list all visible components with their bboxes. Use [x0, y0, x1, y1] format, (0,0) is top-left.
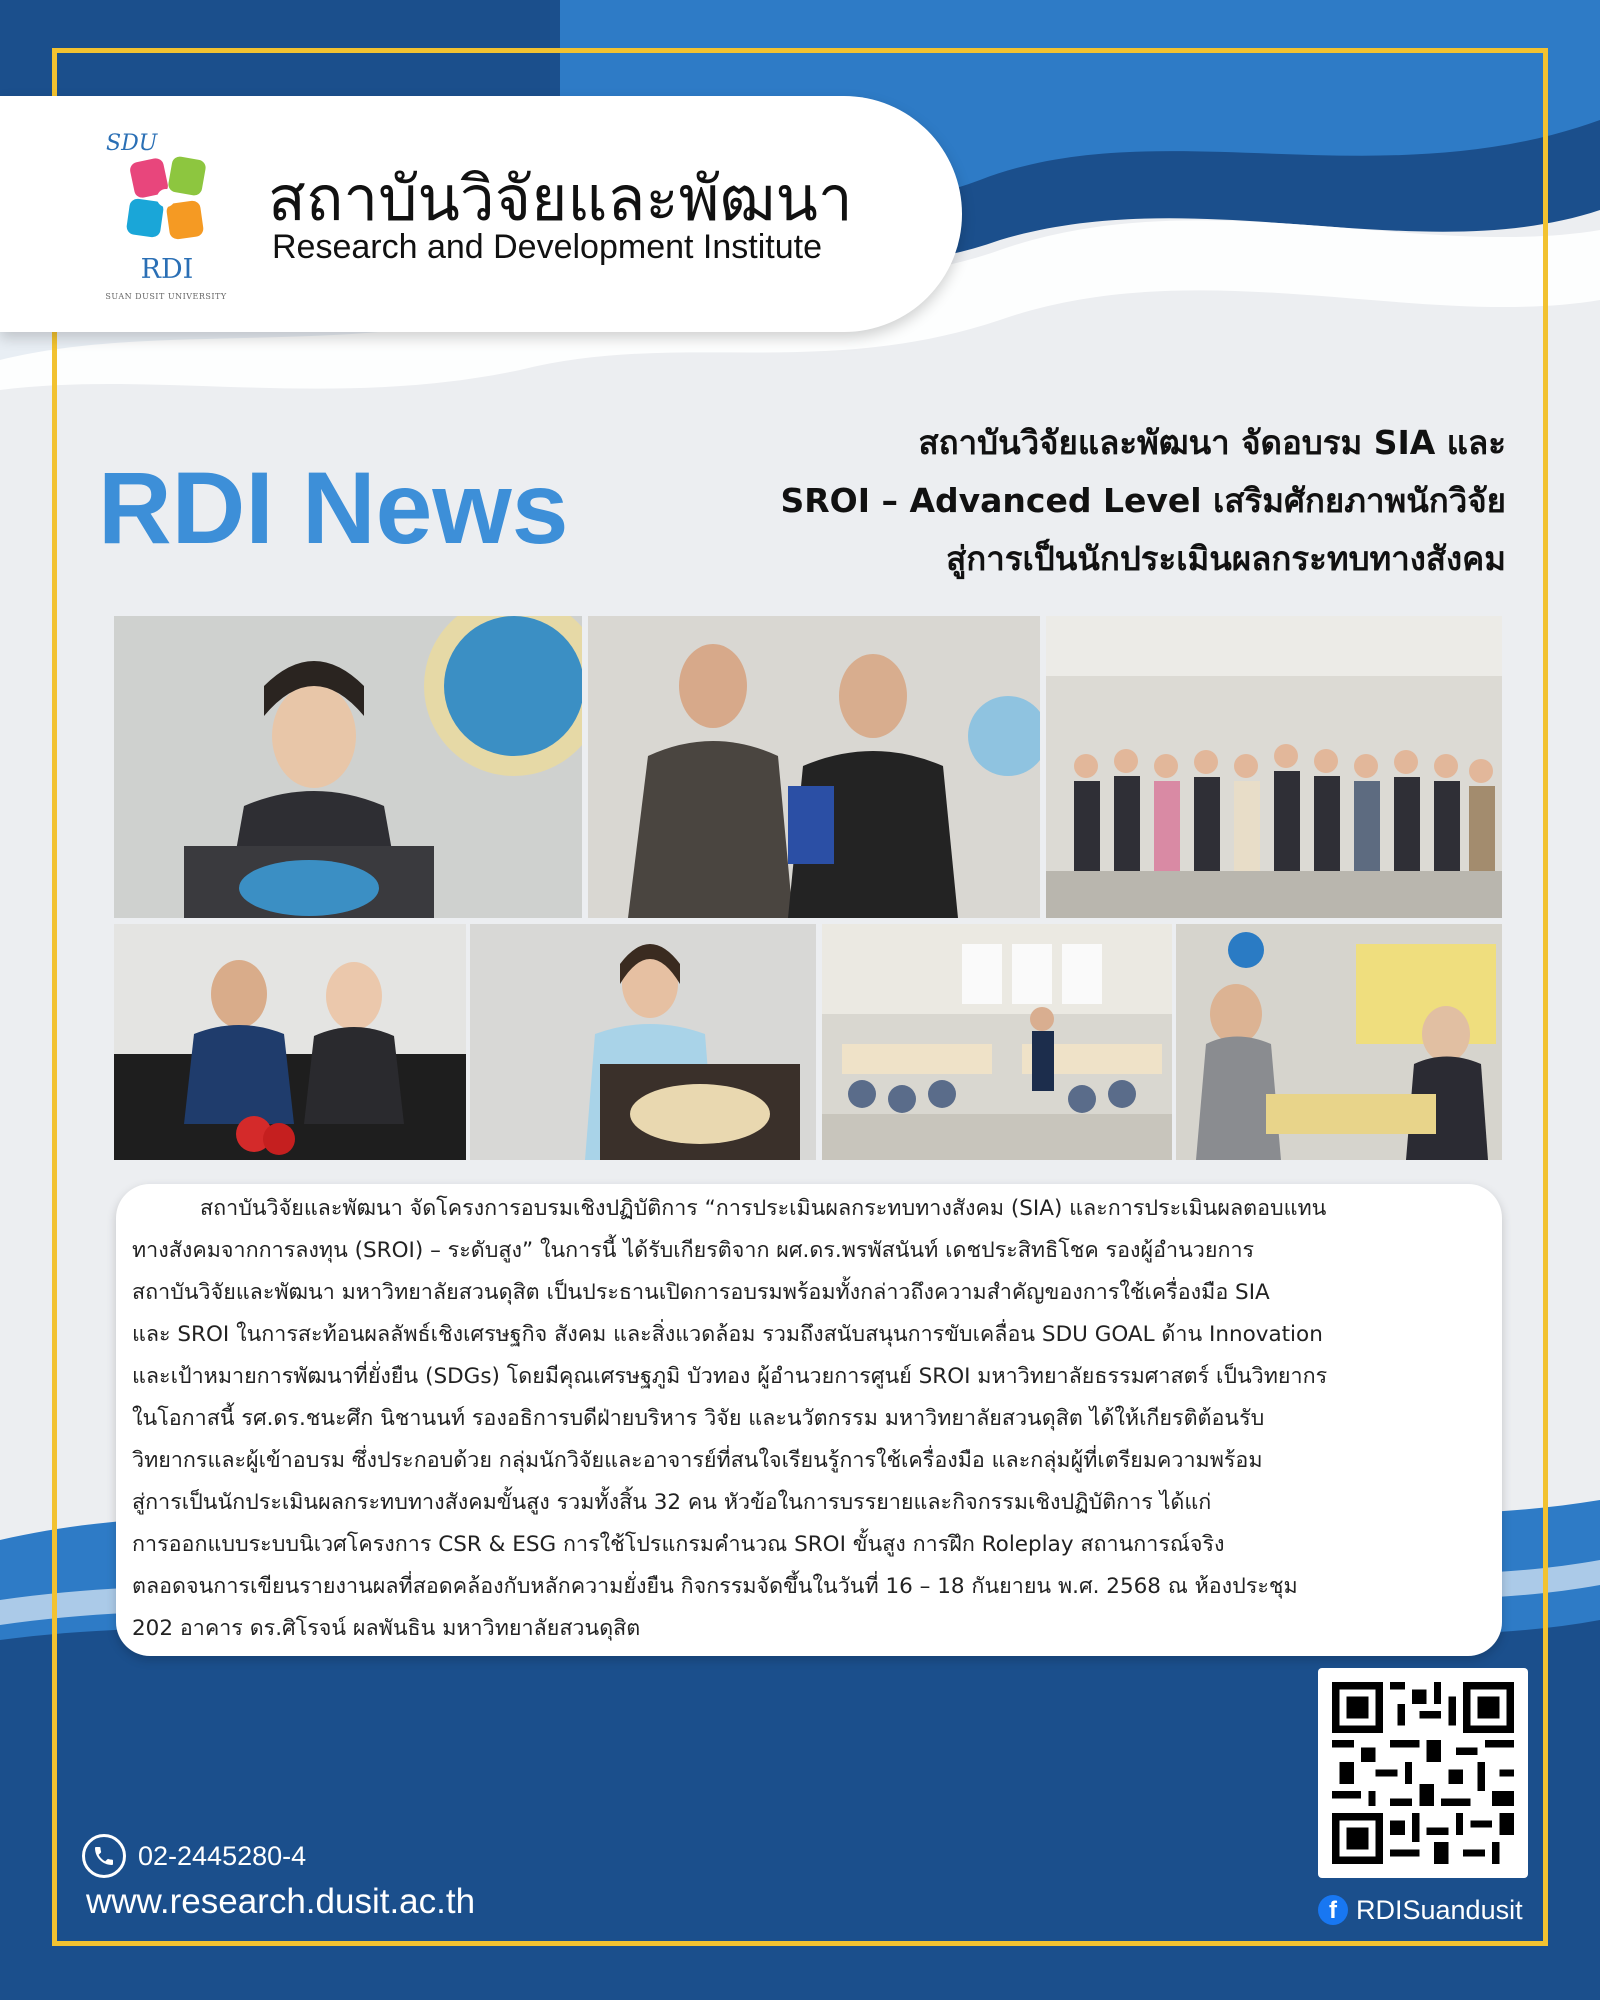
phone-number: 02-2445280-4	[138, 1840, 307, 1871]
headline-line: สู่การเป็นนักประเมินผลกระทบทางสังคม	[946, 539, 1506, 578]
facebook-link[interactable]	[1318, 1892, 1523, 1928]
body-line: วิทยากรและผู้เข้าอบรม ซึ่งประกอบด้วย กลุ่มนักวิจัยและอาจารย์ที่สนใจเรียนรู้การใช้เครื่องมือ และกลุ่มผู้ที่เตรียมความพร้อม	[132, 1448, 1263, 1473]
body-line: และเป้าหมายการพัฒนาที่ยั่งยืน (SDGs) โดยมีคุณเศรษฐภูมิ บัวทอง ผู้อำนวยการศูนย์ SROI มหาวิทยาลัยธรรมศาสตร์ เป็นวิทยากร	[132, 1364, 1328, 1389]
photo-two-people-seated	[114, 924, 466, 1160]
headline-line: SROI – Advanced Level เสริมศักยภาพนักวิจัย	[780, 481, 1506, 520]
photo-workshop-room	[822, 924, 1172, 1160]
body-line: ตลอดจนการเขียนรายงานผลที่สอดคล้องกับหลักความยั่งยืน กิจกรรมจัดขึ้นในวันที่ 16 – 18 กันยายน พ.ศ. 2568 ณ ห้องประชุม	[132, 1574, 1298, 1599]
article-body	[132, 1188, 1486, 1650]
qr-code-icon	[1332, 1682, 1514, 1864]
photo-book-presentation	[588, 616, 1040, 918]
logo-rdi-text: RDI	[140, 254, 194, 285]
institute-name-en: Research and Development Institute	[272, 228, 822, 266]
phone-icon	[82, 1834, 126, 1878]
photo-roleplay-activity	[1176, 924, 1502, 1160]
phone-contact[interactable]	[82, 1834, 306, 1878]
headline-line: สถาบันวิจัยและพัฒนา จัดอบรม SIA และ	[918, 423, 1506, 462]
section-title: RDI News	[98, 451, 569, 565]
facebook-name: RDISuandusit	[1356, 1894, 1523, 1925]
institute-name-th: สถาบันวิจัยและพัฒนา	[268, 162, 853, 235]
logo-university-text: SUAN DUSIT UNIVERSITY	[105, 292, 227, 301]
svg-text:SDU: SDU	[106, 131, 158, 156]
qr-code[interactable]	[1318, 1668, 1528, 1878]
body-line: สถาบันวิจัยและพัฒนา มหาวิทยาลัยสวนดุสิต เป็นประธานเปิดการอบรมพร้อมทั้งกล่าวถึงความสำคัญของการใช้เครื่องมือ SIA	[132, 1280, 1270, 1305]
website-link[interactable]: www.research.dusit.ac.th	[86, 1882, 476, 1921]
body-line: การออกแบบระบบนิเวศโครงการ CSR & ESG การใช้โปรแกรมคำนวณ SROI ขั้นสูง การฝึก Roleplay สถานการณ์จริง	[132, 1532, 1225, 1557]
body-line: สู่การเป็นนักประเมินผลกระทบทางสังคมขั้นสูง รวมทั้งสิ้น 32 คน หัวข้อในการบรรยายและกิจกรรมเชิงปฏิบัติการ ได้แก่	[132, 1490, 1212, 1515]
photo-speaker-at-podium	[470, 924, 816, 1160]
body-line: และ SROI ในการสะท้อนผลลัพธ์เชิงเศรษฐกิจ สังคม และสิ่งแวดล้อม รวมถึงสนับสนุนการขับเคลื่อน SDU GOAL ด้าน Innovation	[132, 1322, 1323, 1347]
body-line: ทางสังคมจากการลงทุน (SROI) – ระดับสูง” ในการนี้ ได้รับเกียรติจาก ผศ.ดร.พรพัสนันท์ เดชประสิทธิโชค รองผู้อำนวยการ	[132, 1238, 1255, 1263]
body-line: ในโอกาสนี้ รศ.ดร.ชนะศึก นิชานนท์ รองอธิการบดีฝ่ายบริหาร วิจัย และนวัตกรรม มหาวิทยาลัยสวนดุสิต ได้ให้เกียรติต้อนรับ	[132, 1406, 1265, 1431]
news-headline	[700, 414, 1506, 588]
facebook-icon: f	[1318, 1895, 1348, 1925]
photo-group-photo	[1046, 616, 1502, 918]
photo-speaker-at-podium	[114, 616, 582, 918]
body-line: 202 อาคาร ดร.ศิโรจน์ ผลพันธิน มหาวิทยาลัยสวนดุสิต	[132, 1616, 641, 1641]
body-line: สถาบันวิจัยและพัฒนา จัดโครงการอบรมเชิงปฏิบัติการ “การประเมินผลกระทบทางสังคม (SIA) และการประเมินผลตอบแทน	[200, 1196, 1327, 1221]
